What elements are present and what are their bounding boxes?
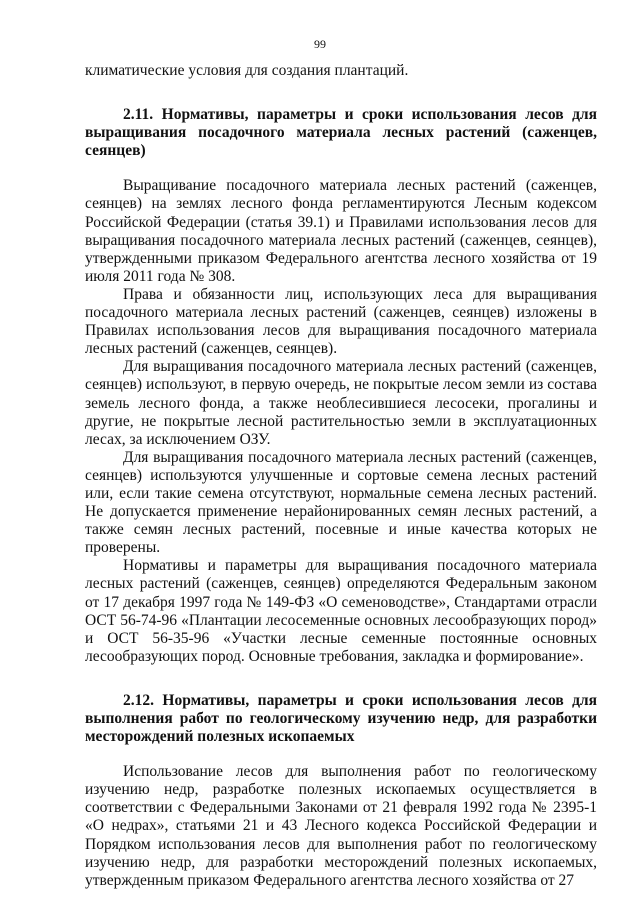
page-content xyxy=(85,62,597,890)
paragraph: Нормативы и параметры для выращивания посадочного материала лесных растений (саженцев, сеянцев) определяются Федеральным законом от 17 декабря 1997 года № 149-ФЗ «О семеноводстве», Стандартами отрасли ОСТ 56-74-96 «Плантации лесосеменные основных лесообразующих пород» и ОСТ 56-35-96 «Участки лесные семенные постоянные основных лесообразующих пород. Основные требования, закладка и формирование». xyxy=(85,557,597,665)
paragraph: Для выращивания посадочного материала лесных растений (саженцев, сеянцев) используются улучшенные и сортовые семена лесных растений или, если такие семена отсутствуют, нормальные семена лесных растений. Не допускается применение нерайонированных семян лесных растений, а также семян лесных растений, посевные и иные качества которых не проверены. xyxy=(85,448,597,557)
page-number: 99 xyxy=(314,37,326,51)
paragraph: Права и обязанности лиц, использующих леса для выращивания посадочного материала лесных растений (саженцев, сеянцев) изложены в Правилах использования лесов для выращивания посадочного материала лесных растений (саженцев, сеянцев). xyxy=(85,285,597,358)
paragraph: Выращивание посадочного материала лесных растений (саженцев, сеянцев) на землях лесного фонда регламентируются Лесным кодексом Российской Федерации (статья 39.1) и Правилами использования лесов для выращивания посадочного материала лесных растений (саженцев, сеянцев), утвержденными приказом Федерального агентства лесного хозяйства от 19 июля 2011 года № 308. xyxy=(85,177,597,285)
section-2-11 xyxy=(85,106,597,666)
paragraph: Использование лесов для выполнения работ по геологическому изучению недр, разработке полезных ископаемых осуществляется в соответствии с Федеральными Законами от 21 февраля 1992 года № 2395-1 «О недрах», статьями 21 и 43 Лесного кодекса Российской Федерации и Порядком использования лесов для выполнения работ по геологическому изучению недр, для разработки месторождений полезных ископаемых, утвержденным приказом Федерального агентства лесного хозяйства от 27 xyxy=(85,763,597,889)
section-heading: 2.11. Нормативы, параметры и сроки использования лесов для выращивания посадочного материала лесных растений (саженцев, сеянцев) xyxy=(85,106,597,160)
section-2-12 xyxy=(85,692,597,890)
paragraph: Для выращивания посадочного материала лесных растений (саженцев, сеянцев) используют, в первую очередь, не покрытые лесом земли из состава земель лесного фонда, а также необлесившиеся лесосеки, прогалины и другие, не покрытые лесной растительностью земли в эксплуатационных лесах, за исключением ОЗУ. xyxy=(85,358,597,448)
section-heading: 2.12. Нормативы, параметры и сроки использования лесов для выполнения работ по геологическому изучению недр, для разработки месторождений полезных ископаемых xyxy=(85,691,597,746)
intro-line: климатические условия для создания плантаций. xyxy=(85,62,409,79)
